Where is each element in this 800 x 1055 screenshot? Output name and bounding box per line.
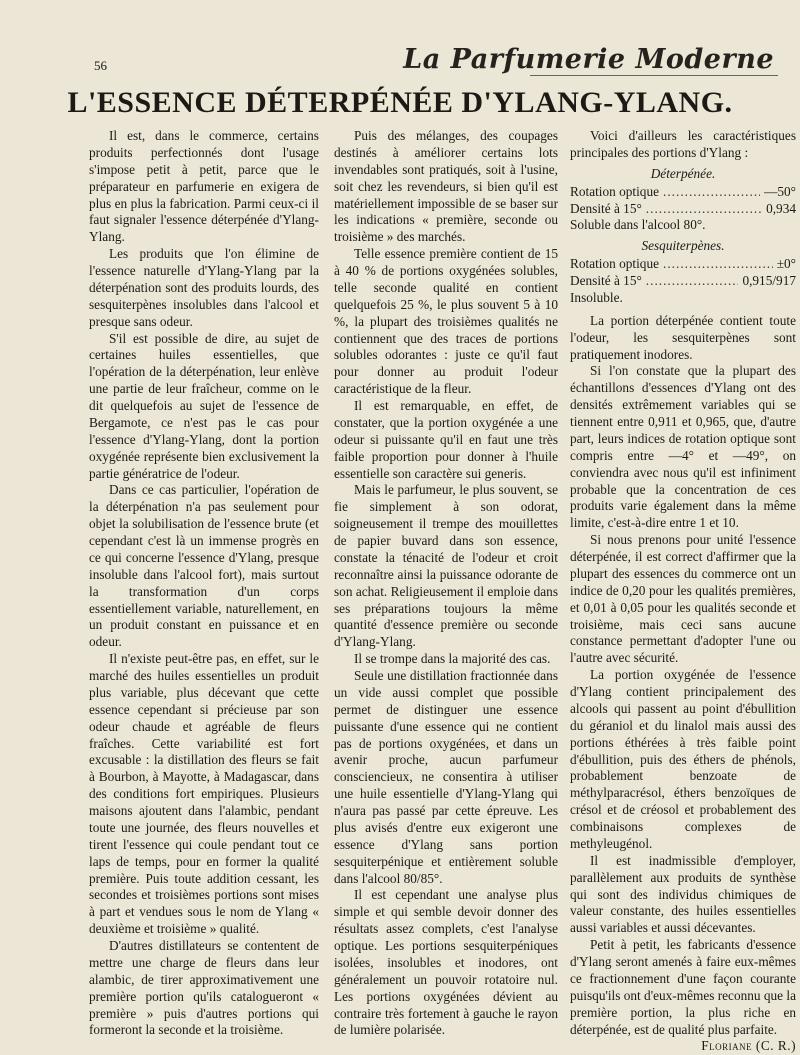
paragraph: Petit à petit, les fabricants d'essence d'Ylang seront amenés à faire eux-mêmes ce fractionnement d'une façon courante puisqu'ils ont d'eux-mêmes reconnu que la première portion, la plus riche en déterpénée, est de qualité plus parfaite. <box>570 937 796 1037</box>
paragraph: La portion oxygénée de l'essence d'Ylang contient principalement des alcools qui passent au point d'ébullition du géraniol et du linalol mais aussi des portions éthérées à très faible point d'ébullition, puis des éthers de phénols, probablement benzoate de méthylparacrésol, éthers benzoïques de crésol et de créosol et probablement des combinaisons complexes de methyleugénol. <box>570 667 796 851</box>
masthead: La Parfumerie Moderne <box>403 44 774 75</box>
spec-row-rotation <box>570 256 796 273</box>
paragraph: La portion déterpénée contient toute l'odeur, les sesquiterpènes sont pratiquement inodores. <box>570 312 796 362</box>
paragraph: Il n'existe peut-être pas, en effet, sur le marché des huiles essentielles un produit plus variable, plus décevant que cette essence cependant si précieuse par son odeur chaude et agréable de fleurs fraîches. Cette variabilité est fort excusable : la distillation des fleurs se fait à Bourbon, à Mayotte, à Madagascar, dans des conditions fort empiriques. Plusieurs maisons ajoutent dans l'alambic, pendant toute une journée, des fleurs nouvelles et tirent l'essence qui coule pendant tout ce laps de temps, pour en former la qualité première. Puis toute addition cessant, les secondes et troisièmes portions sont mises à part et vendues sous le nom de Ylang « deuxième et troisième » qualité. <box>89 651 319 937</box>
article-title: L'ESSENCE DÉTERPÉNÉE D'YLANG-YLANG. <box>67 86 733 119</box>
spec-row-densite <box>570 201 796 218</box>
paragraph: Mais le parfumeur, le plus souvent, se fie simplement à son odorat, soigneusement il trempe des mouillettes de papier buvard dans son essence, constate la ténacité de l'odeur et croit reconnaître ainsi la puissance odorante de son achat. Religieusement il emploie dans ses préparations toujours la même quantité d'essence première ou seconde d'Ylang-Ylang. <box>334 482 558 650</box>
paragraph: Telle essence première contient de 15 à 40 % de portions oxygénées solubles, telle seconde qualité en contient quelquefois 25 %, le plus souvent 5 à 10 %, la plupart des troisièmes qualités ne contiennent que des traces de portions solubles odorantes : juste ce qu'il faut pour donner au produit l'odeur caractéristique de la fleur. <box>334 246 558 397</box>
paragraph: Il est remarquable, en effet, de constater, que la portion oxygénée a une odeur si puissante qu'il en faut une très faible proportion pour donner à l'huile essentielle son caractère sui generis. <box>334 398 558 481</box>
spec-label: Densité à 15° <box>570 200 642 216</box>
paragraph: Si nous prenons pour unité l'essence déterpénée, il est correct d'affirmer que la plupart des essences du commerce ont un indice de 0,20 pour les qualités premières, et 0,01 à 0,05 pour les qualités seconde et troisième, mais ceci sans aucune constance permettant d'adopter l'une ou l'autre avec sécurité. <box>570 532 796 666</box>
paragraph: D'autres distillateurs se contentent de mettre une charge de fleurs dans leur alambic, de tirer approximativement une première portion qu'ils catalogueront « première » puis d'autres portions qui formeront la seconde et la troisième. <box>89 938 319 1038</box>
paragraph: Il se trompe dans la majorité des cas. <box>354 651 551 667</box>
column-middle <box>334 128 558 1039</box>
author-signature: Floriane (C. R.) <box>701 1038 796 1054</box>
spec-label: Rotation optique <box>570 256 660 272</box>
leader-dots <box>646 201 762 218</box>
page-number: 56 <box>94 58 107 73</box>
paragraph: Dans ce cas particulier, l'opération de la déterpénation n'a pas seulement pour objet la solubilisation de l'essence brute (et cependant c'est là un immense progrès en ce qui concerne l'essence d'Ylang, presque insoluble dans l'alcool fort), mais surtout la transformation d'un corps essentiellement variable, naturellement, en un produit constant en puissance et en odeur. <box>89 482 319 650</box>
spec-row-densite <box>570 273 796 290</box>
leader-dots <box>663 184 760 201</box>
spec-label: Densité à 15° <box>570 273 642 288</box>
spec-value: ±0° <box>776 256 796 272</box>
paragraph: Il est cependant une analyse plus simple et qui semble devoir donner des résultats assez complets, c'est l'analyse optique. Les portions sesquiterpéniques isolées, insolubles et inodores, ont généralement un pouvoir rotatoire nul. Les portions oxygénées dévient au contraire très fortement à gauche le rayon de lumière polarisée. <box>334 887 558 1038</box>
spec-heading-deterpenee: Déterpénée. <box>650 165 716 181</box>
column-right <box>570 128 796 1055</box>
paragraph: Il est inadmissible d'employer, parallèlement aux produits de synthèse qui sont des individus chimiques de valeur constante, des huiles essentielles aussi variables et aussi décevantes. <box>570 852 796 936</box>
spec-heading-sesquiterpenes: Sesquiterpènes. <box>641 238 725 254</box>
paragraph: Puis des mélanges, des coupages destinés à améliorer certains lots invendables sont pratiqués, soit à l'usine, soit chez les revendeurs, si bien qu'il est matériellement impossible de se baser sur les indications « première, seconde ou troisième » des marchés. <box>334 128 558 245</box>
spec-row-rotation <box>570 184 796 201</box>
intro-paragraph: Voici d'ailleurs les caractéristiques principales des portions d'Ylang : <box>570 128 796 160</box>
paragraph: Il est, dans le commerce, certains produits perfectionnés dont l'usage s'impose petit à petit, parce que le préparateur en parfumerie en exigera de plus en plus la fabrication. Parmi ceux-ci il faut signaler l'essence déterpénée d'Ylang-Ylang. <box>89 128 319 245</box>
leader-dots <box>663 256 773 273</box>
spec-value: 0,934 <box>766 200 796 216</box>
spec-row-insoluble: Insoluble. <box>570 289 623 305</box>
paragraph: Seule une distillation fractionnée dans un vide aussi complet que possible permet de distinguer une essence puissante d'une essence qui ne contient pas de portions oxygénées, et dans un avenir proche, aucun parfumeur consciencieux, ne consentira à utiliser une huile essentielle d'Ylang-Ylang qui n'aura pas passé par cette épreuve. Les plus avisés d'entre eux exigeront une essence d'Ylang sans portion sesquiterpénique et entièrement soluble dans l'alcool 80/85°. <box>334 668 558 886</box>
spec-label: Rotation optique <box>570 183 660 199</box>
paragraph: S'il est possible de dire, au sujet de certaines huiles essentielles, que l'opération de la déterpénation, leur enlève une partie de leur fraîcheur, comme on le dit quelquefois au sujet de l'essence de Bergamote, ce n'est pas le cas pour l'essence d'Ylang-Ylang, dont la portion oxygénée représente bien exclusivement la partie génératrice de l'odeur. <box>89 330 319 481</box>
paragraph: Les produits que l'on élimine de l'essence naturelle d'Ylang-Ylang par la déterpénation sont des produits lourds, des sesquiterpènes insolubles dans l'alcool et presque sans odeur. <box>89 246 319 329</box>
masthead-rule <box>530 75 778 76</box>
column-left <box>89 128 319 1039</box>
spec-value: —50° <box>764 183 796 199</box>
spec-row-soluble: Soluble dans l'alcool 80°. <box>570 217 706 233</box>
spec-value: 0,915/917 <box>742 273 796 288</box>
paragraph: Si l'on constate que la plupart des échantillons d'essences d'Ylang ont des densités extrêmement variables qui se tiennent entre 0,911 et 0,965, que, d'autre part, leurs indices de rotation optique sont compris entre —4° et —49°, on conviendra avec nous qu'il est infiniment probable que la concentration de ces produits varie également dans la même limite, c'est-à-dire entre 1 et 10. <box>570 363 796 531</box>
leader-dots <box>646 273 739 290</box>
